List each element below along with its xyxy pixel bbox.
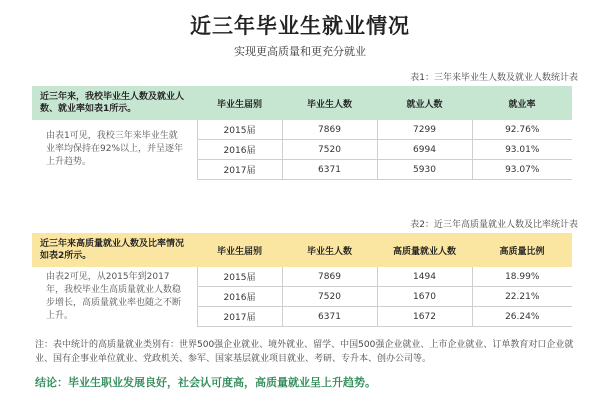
table1-header-cell: 就业人数 xyxy=(377,86,472,120)
conclusion: 结论：毕业生职业发展良好，社会认可度高，高质量就业呈上升趋势。 xyxy=(35,376,376,389)
table-cell: 2015届 xyxy=(197,120,282,140)
table-row xyxy=(32,120,572,140)
table-cell: 26.24% xyxy=(472,307,572,327)
table-cell: 2017届 xyxy=(197,160,282,180)
table-cell: 6994 xyxy=(377,140,472,160)
table-cell: 92.76% xyxy=(472,120,572,140)
table-cell: 1672 xyxy=(377,307,472,327)
table2-header-row xyxy=(32,233,572,267)
table-cell: 7869 xyxy=(282,267,377,287)
table-cell: 7869 xyxy=(282,120,377,140)
table1-header-cell: 就业率 xyxy=(472,86,572,120)
table-cell: 6371 xyxy=(282,160,377,180)
table-cell: 93.01% xyxy=(472,140,572,160)
table1-header-cell: 毕业生届别 xyxy=(197,86,282,120)
table-cell: 93.07% xyxy=(472,160,572,180)
table2-header-cell: 毕业生人数 xyxy=(282,233,377,267)
page-subtitle: 实现更高质量和更充分就业 xyxy=(234,45,366,58)
table2-caption: 表2：近三年高质量就业人数及比率统计表 xyxy=(410,220,578,230)
table-cell: 6371 xyxy=(282,307,377,327)
table-cell: 18.99% xyxy=(472,267,572,287)
table-cell: 5930 xyxy=(377,160,472,180)
table2-header-cell: 高质量就业人数 xyxy=(377,233,472,267)
table-cell: 2017届 xyxy=(197,307,282,327)
table-cell: 7520 xyxy=(282,140,377,160)
table-cell: 22.21% xyxy=(472,287,572,307)
table2-description: 由表2可见，从2015年到2017年，我校毕业生高质量就业人数稳步增长，高质量就业率也随之不断上升。 xyxy=(46,271,182,321)
table1-header-row xyxy=(32,86,572,120)
table1-header-cell: 毕业生人数 xyxy=(282,86,377,120)
table2-header-cell: 高质量比例 xyxy=(472,233,572,267)
table1-intro: 近三年来，我校毕业生人数及就业人数、就业率如表1所示。 xyxy=(32,86,197,120)
footnote: 注：表中统计的高质量就业类别有：世界500强企业就业、境外就业、留学、中国500强企业就业、上市企业就业、订单教育对口企业就业、国有企事业单位就业、党政机关、参军、国家基层就业项目就业、考研、专升本、创办公司等。 xyxy=(35,340,574,364)
table2-header-cell: 毕业生届别 xyxy=(197,233,282,267)
table-cell: 7299 xyxy=(377,120,472,140)
table-cell: 1670 xyxy=(377,287,472,307)
table-cell: 1494 xyxy=(377,267,472,287)
table-row xyxy=(32,267,572,287)
table-cell: 7520 xyxy=(282,287,377,307)
page-title: 近三年毕业生就业情况 xyxy=(190,14,410,38)
table2-high-quality-employment xyxy=(32,233,572,327)
table-cell: 2016届 xyxy=(197,287,282,307)
table1-graduates-employment xyxy=(32,86,572,180)
table1-description: 由表1可见，我校三年来毕业生就业率均保持在92%以上，并呈逐年上升趋势。 xyxy=(46,131,184,168)
table-cell: 2015届 xyxy=(197,267,282,287)
table-cell: 2016届 xyxy=(197,140,282,160)
table2-intro: 近三年来高质量就业人数及比率情况如表2所示。 xyxy=(32,233,197,267)
table1-caption: 表1：三年来毕业生人数及就业人数统计表 xyxy=(410,73,578,83)
